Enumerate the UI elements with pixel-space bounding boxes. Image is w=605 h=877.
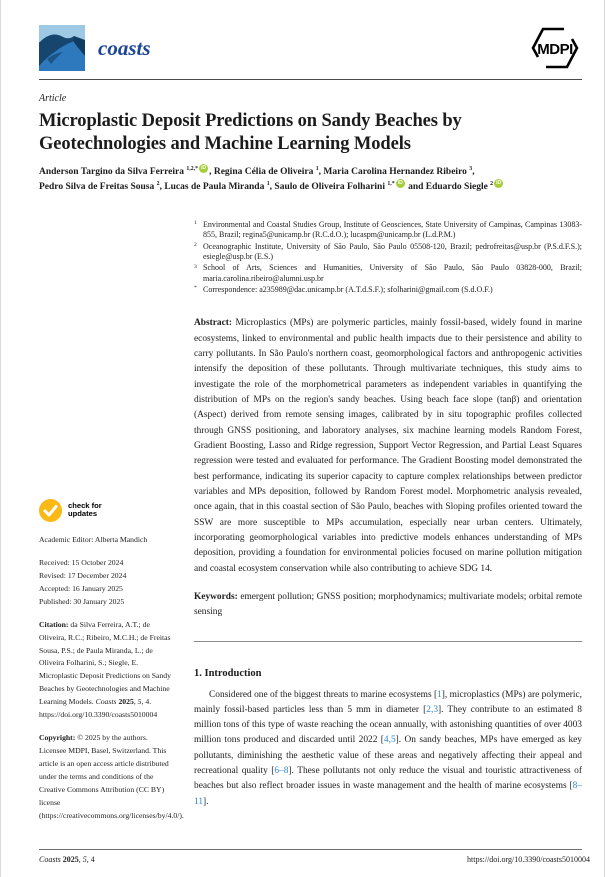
cc-license-link[interactable]: https://creativecommons.org/licenses/by/4.0/	[41, 810, 180, 820]
orcid-icon[interactable]: iD	[201, 165, 207, 172]
affiliation-marker: 3	[194, 263, 197, 270]
affiliation-row	[194, 263, 582, 284]
journal-brand[interactable]	[39, 25, 151, 71]
academic-editor: Academic Editor: Alberta Mandich	[39, 534, 148, 544]
text-segment: 1	[315, 166, 319, 173]
affiliation-text: School of Arts, Sciences and Humanities, University of São Paulo, São Paulo 03828-000, Brazil; maria.carolina.ribeiro@alumni.usp.br	[203, 263, 582, 283]
text-segment: © 2025 by the authors. Licensee MDPI, Basel, Switzerland. This article is an open access article distributed under the terms and conditions of the Creative Commons Attribution (CC BY) license (	[39, 733, 169, 820]
text-segment: , Lucas de Paula Miranda	[159, 181, 267, 192]
check-icon	[39, 499, 62, 522]
affiliation-row	[194, 220, 582, 241]
main-column	[194, 220, 582, 823]
text-segment: ], microplastics (MPs) are polymeric, mainly fossil-based particles less than 5 mm in diameter [	[194, 689, 582, 715]
page-title: Microplastic Deposit Predictions on Sandy Beaches by Geotechnologies and Machine Learning Models	[39, 111, 462, 154]
text-segment: and Eduardo Siegle	[405, 181, 491, 192]
masthead	[39, 24, 582, 72]
header-divider	[39, 79, 582, 80]
section-divider	[194, 641, 582, 642]
coasts-logo-icon	[39, 25, 85, 71]
reference-link[interactable]: 4,5	[383, 735, 396, 746]
page-footer	[39, 849, 590, 864]
badge-line1: check for	[68, 500, 102, 510]
orcid-icon[interactable]: iD	[496, 179, 502, 186]
text-segment: da Silva Ferreira, A.T.; de Oliveira, R.C.; Ribeiro, M.C.H.; de Freitas Sousa, P.S.; de Paula Miranda, L.; de Oliveira Folharini, S.; Siegle, E. Microplastic Deposit Predictions on Sandy Beaches by Geotechnologies and Machine Learning Models.	[39, 619, 171, 707]
affiliation-row	[194, 242, 582, 263]
citation-label: Citation:	[39, 619, 69, 629]
footer-doi-link[interactable]: https://doi.org/10.3390/coasts5010004	[467, 855, 590, 864]
text-segment: 1,2,*	[186, 166, 199, 173]
reference-link[interactable]: 8–11	[194, 781, 582, 807]
reference-link[interactable]: 6–8	[274, 766, 289, 777]
affiliation-text: Oceanographic Institute, University of São Paulo, São Paulo 05508-120, Brazil; pedrofreitas@usp.br (P.S.d.F.S.); esiegle@usp.br (E.S.)	[203, 241, 582, 262]
text-segment: , Maria Carolina Hernandez Ribeiro	[318, 167, 470, 178]
text-segment: Anderson Targino da Silva Ferreira	[39, 167, 187, 178]
badge-line2: updates	[68, 509, 98, 519]
text-segment: ,	[78, 855, 83, 864]
accepted-date: Accepted: 16 January 2025	[39, 583, 123, 593]
author-list	[39, 165, 582, 194]
text-segment: 3	[469, 166, 473, 173]
revised-date: Revised: 17 December 2024	[39, 570, 127, 580]
keywords-text: emergent pollution; GNSS position; morphodynamics; multivariate models; orbital remote sensing	[194, 591, 582, 618]
affiliation-marker: 2	[194, 242, 197, 249]
text-segment: Considered one of the biggest threats to marine ecosystems [	[209, 689, 438, 700]
text-segment: ,	[472, 167, 475, 178]
correspondence-row	[194, 285, 582, 296]
citation-doi-link[interactable]: https://doi.org/10.3390/coasts5010004	[39, 710, 158, 720]
keywords-label: Keywords:	[194, 591, 238, 602]
mdpi-logo[interactable]	[528, 25, 582, 71]
svg-text:MDPI: MDPI	[537, 41, 573, 58]
footer-divider	[39, 849, 582, 850]
reference-link[interactable]: 1	[437, 689, 442, 700]
affiliation-marker: 1	[194, 220, 197, 227]
text-segment: 2025	[118, 697, 134, 707]
copyright-text	[39, 733, 184, 820]
abstract	[194, 316, 582, 577]
affiliation-list	[194, 220, 582, 295]
text-segment: ,	[133, 697, 138, 707]
article-type-label: Article	[39, 93, 67, 104]
text-segment: ).	[179, 810, 184, 820]
text-segment: Coasts	[95, 697, 117, 707]
text-segment: , 4	[86, 855, 95, 864]
journal-name: coasts	[98, 35, 151, 60]
keywords	[194, 590, 582, 621]
received-date: Received: 15 October 2024	[39, 557, 124, 567]
text-segment: Pedro Silva de Freitas Sousa	[39, 181, 157, 192]
text-segment: , Saulo de Oliveira Folharini	[269, 181, 388, 192]
citation-block	[39, 619, 172, 723]
text-segment: , Regina Célia de Oliveira	[209, 167, 316, 178]
text-segment: ]. These pollutants not only reduce the visual and touristic attractiveness of beaches but also reflect broader issues in waste management and the health of marine ecosystems [	[194, 766, 582, 792]
published-date: Published: 30 January 2025	[39, 596, 125, 606]
left-sidebar	[39, 220, 184, 823]
correspondence-text: Correspondence: a235989@dac.unicamp.br (A.T.d.S.F.); sfolharini@gmail.com (S.d.O.F.)	[203, 284, 493, 294]
article-history	[39, 557, 172, 609]
copyright-block	[39, 732, 184, 823]
text-segment: ]. On sandy beaches, MPs have emerged as key pollutants, diminishing the aesthetic value of these areas and negatively affecting their appeal and recreational quality [	[194, 735, 582, 777]
reference-link[interactable]: 2,3	[426, 704, 438, 715]
check-for-updates-label	[68, 502, 102, 519]
text-segment: Coasts	[39, 855, 61, 864]
text-segment: 2	[156, 180, 160, 187]
check-for-updates-badge[interactable]	[39, 499, 172, 522]
affiliation-text: Environmental and Coastal Studies Group, Institute of Geosciences, State University of Campinas, Campinas 13083-855, Brazil; regina5@unicamp.br (R.C.d.O.); lucaspm@unicamp.br (L.d.P.M.)	[203, 219, 582, 240]
copyright-label: Copyright:	[39, 733, 76, 743]
section-heading-introduction: 1. Introduction	[194, 667, 262, 679]
text-segment: 1,*	[387, 180, 395, 187]
correspondence-marker: *	[194, 285, 197, 292]
text-segment: , 4.	[141, 697, 152, 707]
text-segment: 2	[490, 180, 494, 187]
citation-text	[39, 620, 171, 720]
text-segment: 1	[266, 180, 270, 187]
text-segment: 2025	[60, 855, 79, 864]
text-segment: ]. They contribute to an estimated 8 million tons of this type of waste reaching the ocean annually, with astonishing quantities of over 4003 million tons produced and discarded until 2022 [	[194, 704, 582, 746]
abstract-label: Abstract:	[194, 318, 233, 329]
text-segment: ].	[203, 796, 209, 807]
abstract-text: Microplastics (MPs) are polymeric particles, mainly fossil-based, widely found in marine ecosystems, linked to environmental and public health impacts due to their persistence and ability to carry pollutants. In São Paulo's northern coast, geomorphological factors and anthropogenic activities intensify the deposition of these pollutants. Through multivariate techniques, this study aims to investigate the role of the morphometrical parameters as independent variables in quantifying the distribution of MPs on the region's sandy beaches. Using beach face slope (tanβ) and orientation (Aspect) derived from remote sensing images, calibrated by in situ topographic profiles collected through GNSS positioning, and laboratory analyses, six machine learning models Random Forest, Gradient Boosting, Lasso and Ridge regression, Support Vector Regression, and Partial Least Squares regression were tested and evaluated for performance. The Gradient Boosting model demonstrated the best performance, indicating its superior capacity to capture complex relationships between predictor variables and MPs deposition, followed by Random Forest model. Morphometric analysis revealed, once again, that in this coastal section of São Paulo, beaches with Sloping profiles oriented toward the SSW are more susceptible to MPs accumulation, especially near urban centers. Ultimately, incorporating geomorphological variables into predictive models enhances understanding of MPs deposition, providing a foundation for environmental policies focused on marine pollution mitigation and coastal ecosystem conservation while also contributing to achieve SDG 14.	[194, 318, 582, 574]
text-segment: 5	[82, 855, 87, 864]
text-segment: 5	[137, 697, 142, 707]
footer-journal-ref	[39, 855, 95, 864]
orcid-icon[interactable]: iD	[397, 179, 403, 186]
introduction-paragraph	[194, 688, 582, 811]
